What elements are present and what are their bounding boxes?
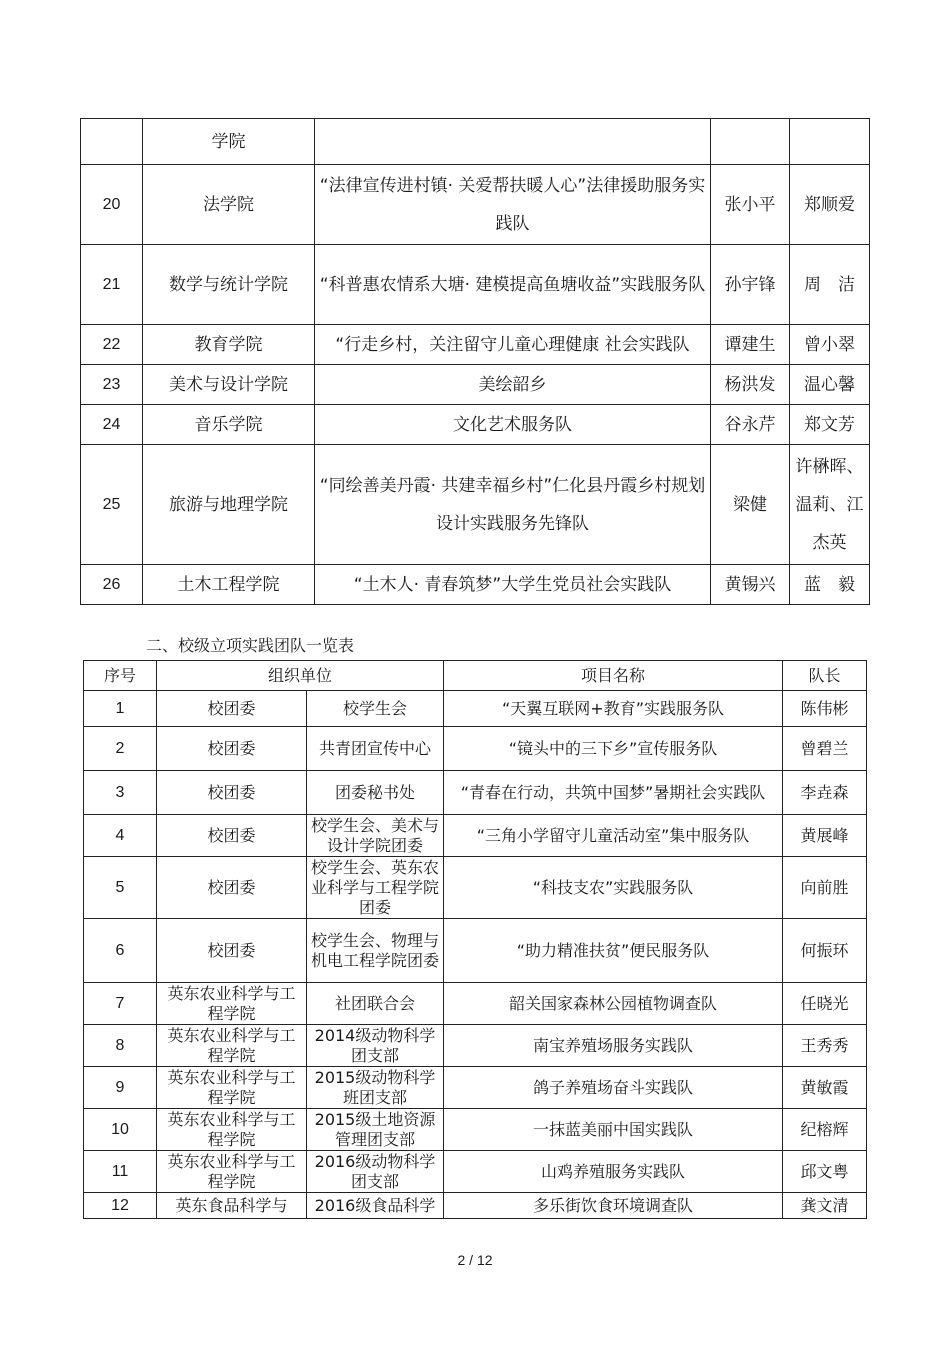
unit-cell: 土木工程学院 [143, 565, 315, 605]
row-number: 4 [84, 815, 157, 857]
org-unit-cell: 英东农业科学与工程学院 [157, 1025, 307, 1067]
table-row [84, 727, 867, 771]
advisor-cell: 孙宇锋 [711, 245, 790, 325]
row-number: 2 [84, 727, 157, 771]
project-cell: “三角小学留守儿童活动室”集中服务队 [444, 815, 783, 857]
table-row [84, 691, 867, 727]
school-team-table [83, 660, 867, 1219]
sub-org-cell: 校学生会、美术与设计学院团委 [307, 815, 444, 857]
table-row [81, 245, 870, 325]
unit-cell: 学院 [143, 119, 315, 165]
leader-cell: 陈伟彬 [783, 691, 867, 727]
row-number: 25 [81, 445, 143, 565]
unit-cell: 美术与设计学院 [143, 365, 315, 405]
sub-org-cell: 校学生会 [307, 691, 444, 727]
row-number: 10 [84, 1109, 157, 1151]
project-cell: “青春在行动，共筑中国梦”暑期社会实践队 [444, 771, 783, 815]
project-cell: 多乐街饮食环境调查队 [444, 1193, 783, 1219]
leader-cell: 黄展峰 [783, 815, 867, 857]
table-row [84, 815, 867, 857]
org-unit-cell: 校团委 [157, 815, 307, 857]
table-row [84, 919, 867, 983]
leader-cell: 曾小翠 [790, 325, 870, 365]
row-number: 1 [84, 691, 157, 727]
row-number [81, 119, 143, 165]
row-number: 11 [84, 1151, 157, 1193]
advisor-cell [711, 119, 790, 165]
org-unit-cell: 英东农业科学与工程学院 [157, 1067, 307, 1109]
project-cell: “土木人· 青春筑梦”大学生党员社会实践队 [315, 565, 711, 605]
leader-cell: 邱文粤 [783, 1151, 867, 1193]
leader-cell: 何振环 [783, 919, 867, 983]
table-row [84, 1025, 867, 1067]
unit-cell: 旅游与地理学院 [143, 445, 315, 565]
project-cell: “同绘善美丹霞· 共建幸福乡村”仁化县丹霞乡村规划设计实践服务先锋队 [315, 445, 711, 565]
leader-cell: 许楙晖、温莉、江杰英 [790, 445, 870, 565]
unit-cell: 数学与统计学院 [143, 245, 315, 325]
leader-cell: 郑顺爱 [790, 165, 870, 245]
leader-cell: 李垚森 [783, 771, 867, 815]
table-row [84, 771, 867, 815]
table-row [84, 1151, 867, 1193]
org-unit-cell: 校团委 [157, 691, 307, 727]
advisor-cell: 谷永芹 [711, 405, 790, 445]
leader-cell: 蓝 毅 [790, 565, 870, 605]
sub-org-cell: 2015级动物科学班团支部 [307, 1067, 444, 1109]
sub-org-cell: 2015级土地资源管理团支部 [307, 1109, 444, 1151]
table-row [84, 1067, 867, 1109]
sub-org-cell: 社团联合会 [307, 983, 444, 1025]
project-cell: “天翼互联网+教育”实践服务队 [444, 691, 783, 727]
table-row [81, 565, 870, 605]
table-row [81, 325, 870, 365]
leader-cell: 曾碧兰 [783, 727, 867, 771]
org-unit-cell: 英东农业科学与工程学院 [157, 983, 307, 1025]
project-cell: 山鸡养殖服务实践队 [444, 1151, 783, 1193]
leader-cell: 任晓光 [783, 983, 867, 1025]
row-number: 20 [81, 165, 143, 245]
unit-cell: 音乐学院 [143, 405, 315, 445]
table-row [81, 119, 870, 165]
table-row [81, 165, 870, 245]
sub-org-cell: 校学生会、物理与机电工程学院团委 [307, 919, 444, 983]
table-row [81, 405, 870, 445]
row-number: 9 [84, 1067, 157, 1109]
table-row [84, 857, 867, 919]
advisor-cell: 杨洪发 [711, 365, 790, 405]
row-number: 5 [84, 857, 157, 919]
advisor-cell: 谭建生 [711, 325, 790, 365]
project-cell: 一抹蓝美丽中国实践队 [444, 1109, 783, 1151]
org-unit-cell: 校团委 [157, 771, 307, 815]
advisor-cell: 梁健 [711, 445, 790, 565]
table-header-row [84, 661, 867, 691]
header-no: 序号 [84, 661, 157, 691]
project-cell: “法律宣传进村镇· 关爱帮扶暖人心”法律援助服务实践队 [315, 165, 711, 245]
header-org: 组织单位 [157, 661, 444, 691]
project-cell: 韶关国家森林公园植物调查队 [444, 983, 783, 1025]
leader-cell [790, 119, 870, 165]
sub-org-cell: 共青团宣传中心 [307, 727, 444, 771]
row-number: 21 [81, 245, 143, 325]
unit-cell: 法学院 [143, 165, 315, 245]
org-unit-cell: 英东食品科学与 [157, 1193, 307, 1219]
row-number: 24 [81, 405, 143, 445]
project-cell: 鸽子养殖场奋斗实践队 [444, 1067, 783, 1109]
row-number: 6 [84, 919, 157, 983]
leader-cell: 王秀秀 [783, 1025, 867, 1067]
leader-cell: 向前胜 [783, 857, 867, 919]
org-unit-cell: 英东农业科学与工程学院 [157, 1109, 307, 1151]
sub-org-cell: 2016级食品科学 [307, 1193, 444, 1219]
leader-cell: 黄敏霞 [783, 1067, 867, 1109]
project-cell: “科普惠农情系大塘· 建模提高鱼塘收益”实践服务队 [315, 245, 711, 325]
org-unit-cell: 校团委 [157, 857, 307, 919]
unit-cell: 教育学院 [143, 325, 315, 365]
sub-org-cell: 校学生会、英东农业科学与工程学院团委 [307, 857, 444, 919]
project-cell: “镜头中的三下乡”宣传服务队 [444, 727, 783, 771]
project-cell: 美绘韶乡 [315, 365, 711, 405]
org-unit-cell: 校团委 [157, 919, 307, 983]
project-cell [315, 119, 711, 165]
section-title: 二、校级立项实践团队一览表 [146, 636, 355, 655]
leader-cell: 温心馨 [790, 365, 870, 405]
row-number: 23 [81, 365, 143, 405]
org-unit-cell: 英东农业科学与工程学院 [157, 1151, 307, 1193]
header-leader: 队长 [783, 661, 867, 691]
table-row [84, 1193, 867, 1219]
row-number: 22 [81, 325, 143, 365]
table-row [84, 1109, 867, 1151]
project-cell: 南宝养殖场服务实践队 [444, 1025, 783, 1067]
row-number: 7 [84, 983, 157, 1025]
page-number: 2 / 12 [457, 1252, 493, 1268]
header-project: 项目名称 [444, 661, 783, 691]
table-row [81, 445, 870, 565]
advisor-cell: 黄锡兴 [711, 565, 790, 605]
org-unit-cell: 校团委 [157, 727, 307, 771]
table-row [84, 983, 867, 1025]
leader-cell: 郑文芳 [790, 405, 870, 445]
row-number: 26 [81, 565, 143, 605]
project-cell: “科技支农”实践服务队 [444, 857, 783, 919]
row-number: 8 [84, 1025, 157, 1067]
project-cell: 文化艺术服务队 [315, 405, 711, 445]
team-table-continued [80, 118, 870, 605]
sub-org-cell: 2016级动物科学团支部 [307, 1151, 444, 1193]
row-number: 3 [84, 771, 157, 815]
sub-org-cell: 团委秘书处 [307, 771, 444, 815]
leader-cell: 纪榕辉 [783, 1109, 867, 1151]
leader-cell: 周 洁 [790, 245, 870, 325]
advisor-cell: 张小平 [711, 165, 790, 245]
row-number: 12 [84, 1193, 157, 1219]
sub-org-cell: 2014级动物科学团支部 [307, 1025, 444, 1067]
project-cell: “助力精准扶贫”便民服务队 [444, 919, 783, 983]
leader-cell: 龚文清 [783, 1193, 867, 1219]
table-row [81, 365, 870, 405]
project-cell: “行走乡村，关注留守儿童心理健康 社会实践队 [315, 325, 711, 365]
